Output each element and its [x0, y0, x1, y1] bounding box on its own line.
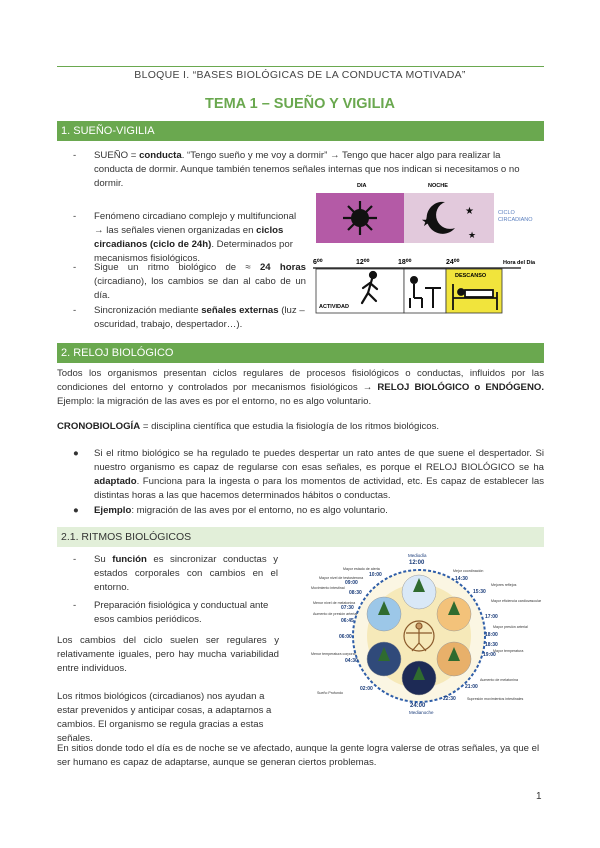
bloque-heading: BLOQUE I. “BASES BIOLÓGICAS DE LA CONDUCTA MOTIVADA” — [134, 69, 466, 81]
clock-annotation: Aumento de melatonina — [480, 678, 518, 682]
svg-text:★: ★ — [421, 213, 434, 229]
list-item: - Sigue un ritmo biológico de ≈ 24 horas (circadiano), los cambios se dan al cabo de un día. — [73, 262, 306, 301]
axis-label: Hora del Día — [503, 260, 536, 266]
clock-annotation: Mayor eficiencia cardiovascular — [491, 599, 542, 603]
time-label: 19:00 — [483, 652, 496, 658]
time-label: 09:00 — [345, 580, 358, 586]
day-label: DIA — [357, 183, 367, 189]
clock-annotation: Mayor estado de alerta — [343, 567, 380, 571]
time-label: 06:00 — [339, 634, 352, 640]
list-item: ● Si el ritmo biológico se ha regulado te puedes despertar un rato antes de que suene el despertador. Si nuestro organismo es capaz de regularse con esas señales, es porque el RELOJ BIOLÓGICO se ha adaptado. Funciona para la ingesta o para los momentos de actividad, etc. Es capaz de establecer las distintas horas a las que hacemos determinados hábitos o conductas. — [73, 448, 544, 501]
time-label: 18:30 — [485, 642, 498, 648]
paragraph: En sitios donde todo el día es de noche se ve afectado, aunque la gente logra valerse de otras señales, ya que el ser humano es capaz de adaptarse, aunque se generan ciertos problemas. — [57, 743, 540, 768]
tick-label: 24⁰⁰ — [446, 259, 460, 266]
list-item: ● Ejemplo: migración de las aves por el entorno, no es algo voluntario. — [73, 505, 388, 516]
tick-label: 12⁰⁰ — [356, 259, 370, 266]
time-label: 15:30 — [473, 589, 486, 595]
cycle-label: CICLO — [498, 210, 515, 216]
time-label: 14:30 — [455, 576, 468, 582]
clock-annotation: Mejor coordinación — [453, 569, 484, 573]
time-label: 21:00 — [465, 684, 478, 690]
clock-annotation: Aumento de presión arterial — [313, 612, 358, 616]
clock-annotation: Mayor nivel de testosterona — [319, 576, 364, 580]
tick-label: 18⁰⁰ — [398, 259, 412, 266]
time-label: 04:30 — [345, 658, 358, 664]
page-title: TEMA 1 – SUEÑO Y VIGILIA — [205, 96, 395, 112]
section-2-1-header: 2.1. RITMOS BIOLÓGICOS — [57, 527, 544, 547]
cycle-label-2: CIRCADIANO — [498, 217, 533, 223]
svg-text:★: ★ — [468, 230, 477, 240]
rest-label: DESCANSO — [455, 273, 487, 279]
clock-annotation: Mayor temperatura — [493, 649, 524, 653]
header-rule — [57, 66, 544, 67]
list-item: - Fenómeno circadiano complejo y multifuncional → las señales vienen organizadas en ciclos circadianos (ciclo de 24h). Determinados por mecanismos fisiológicos. — [73, 211, 297, 264]
clock-annotation: Menor nivel de melatonina — [313, 601, 356, 605]
list-item: - Su función es sincronizar conductas y estados corporales con cambios en el entorno. — [73, 554, 278, 593]
time-label: 24:00 — [410, 703, 426, 709]
clock-annotation: Mayor presión arterial — [493, 625, 528, 629]
clock-annotation: Sueño Profundo — [317, 691, 343, 695]
list-item: - Sincronización mediante señales externas (luz – oscuridad, trabajo, despertador…). — [73, 305, 305, 330]
biological-clock-figure — [305, 550, 545, 718]
paragraph: Todos los organismos presentan ciclos regulares de procesos fisiológicos o conductas, influidos por las condiciones del entorno y controlados por mecanismos fisiológicos → RELOJ BIOLÓGICO o ENDÓGENO. Ejemplo: la migración de las aves es por el entorno, no es algo voluntario. — [57, 368, 544, 407]
time-label: 02:00 — [360, 686, 373, 692]
section-1-header: 1. SUEÑO-VIGILIA — [57, 121, 544, 141]
time-label: 17:00 — [485, 614, 498, 620]
midnight-label: Medianoche — [409, 710, 434, 715]
circadian-cycle-figure — [313, 172, 545, 342]
clock-annotation: Movimiento intestinal — [311, 586, 345, 590]
section-2-header: 2. RELOJ BIOLÓGICO — [57, 343, 544, 363]
list-item: - Preparación fisiológica y conductual ante esos cambios periódicos. — [73, 600, 269, 625]
clock-annotation: Supresión movimientos intestinales — [467, 697, 524, 701]
paragraph: CRONOBIOLOGÍA = disciplina científica que estudia la fisiología de los ritmos biológicos. — [57, 421, 440, 432]
activity-label: ACTIVIDAD — [319, 304, 349, 310]
time-label: 10:00 — [369, 572, 382, 578]
time-label: 12:00 — [409, 560, 425, 566]
night-label: NOCHE — [428, 183, 448, 189]
clock-annotation: Menor temperatura corporal — [311, 652, 356, 656]
time-label: 07:30 — [341, 605, 354, 611]
time-label: 18:00 — [485, 632, 498, 638]
time-label: 06:45 — [341, 618, 354, 624]
list-item: - SUEÑO = conducta. “Tengo sueño y me voy a dormir” → Tengo que hacer algo para realizar la conducta de dormir. Aunque también tenemos señales internas que nos indican si necesitamos o no dormir. — [73, 150, 520, 189]
noon-label: Mediodía — [408, 553, 427, 558]
page-number: 1 — [536, 791, 542, 802]
paragraph: Los ritmos biológicos (circadianos) nos ayudan a estar prevenidos y anticipar cosas, a adaptarnos a cambios. El organismo se regula gracias a estas señales. — [57, 691, 272, 744]
time-label: 08:30 — [349, 590, 362, 596]
sun-icon — [343, 201, 377, 235]
clock-annotation: Mejores reflejos — [491, 583, 517, 587]
tick-label: 6⁰⁰ — [313, 259, 323, 266]
night-panel — [404, 193, 494, 243]
time-label: 22:30 — [443, 696, 456, 702]
svg-text:★: ★ — [465, 206, 474, 217]
paragraph: Los cambios del ciclo suelen ser regulares y relativamente iguales, pero hay mucha variabilidad entre individuos. — [57, 635, 279, 674]
